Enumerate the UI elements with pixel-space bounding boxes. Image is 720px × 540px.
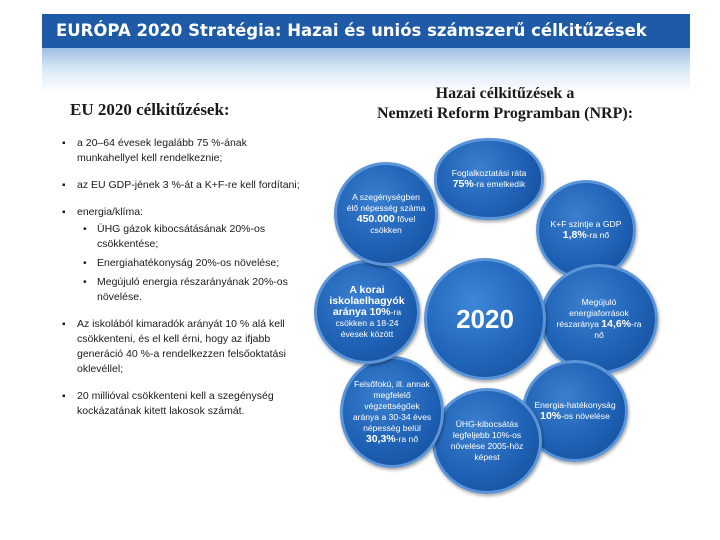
eu-goal-poverty: ▪ 20 millióval csökkenteni kell a szegénység kockázatának kitett lakosok számát. xyxy=(62,389,304,419)
nrp-goals-diagram xyxy=(300,138,660,498)
ghg-goal-circle: ÜHG-kibocsátás legfeljebb 10%-os növelése 2005-höz képest xyxy=(432,388,542,494)
page-title: EURÓPA 2020 Stratégia: Hazai és uniós számszerű célkitűzések xyxy=(56,21,647,40)
eu-goal-rnd: ▪ az EU GDP-jének 3 %-át a K+F-re kell fordítani; xyxy=(62,178,304,193)
national-goals-heading xyxy=(350,84,660,124)
employment-goal-circle: Foglalkoztatási ráta 75%-ra emelkedik xyxy=(434,138,544,220)
eu-goal-education: ▪ Az iskolából kimaradók arányát 10 % alá kell csökkenteni, és el kell érni, hogy az ifjabb generáció 40 %-a rendelkezzen felsőoktatási oklevéllel; xyxy=(62,317,304,377)
eu-goals-list xyxy=(62,136,304,431)
national-goals-heading-line2: Nemzeti Reform Programban (NRP): xyxy=(376,105,634,122)
poverty-goal-circle: A szegénységben élő népesség száma 450.000 fővel csökken xyxy=(334,162,438,266)
energy-subitem-ghg: • ÜHG gázok kibocsátásának 20%-os csökkentése; xyxy=(77,222,304,252)
year-2020-center-circle xyxy=(424,258,546,380)
eu-goal-employment: ▪ a 20–64 évesek legalább 75 %-ának munkahellyel kell rendelkeznie; xyxy=(62,136,304,166)
renewable-goal-circle: Megújuló energiaforrások részaránya 14,6%-ra nő xyxy=(540,264,658,374)
energy-subitem-efficiency: • Energiahatékonyság 20%-os növelése; xyxy=(77,256,304,271)
national-goals-heading-line1: Hazai célkitűzések a xyxy=(435,85,575,102)
efficiency-goal-circle: Energia-hatékonyság 10%-os növelése xyxy=(522,360,628,462)
rnd-goal-circle: K+F szintje a GDP 1,8%-ra nő xyxy=(536,180,636,280)
early-school-leavers-goal-circle: A korai iskolaelhagyók aránya 10%-ra csökken a 18-24 évesek között xyxy=(314,260,420,364)
energy-subitem-renewable: • Megújuló energia részarányának 20%-os növelése. xyxy=(77,275,304,305)
page-title-banner xyxy=(42,14,690,48)
eu-goals-heading: EU 2020 célkitűzések: xyxy=(70,100,230,119)
tertiary-education-goal-circle: Felsőfokú, ill. annak megfelelő végzettségűek aránya a 30-34 éves népesség belül 30,3%-ra nő xyxy=(340,356,444,468)
eu-goal-energy-climate xyxy=(62,205,304,305)
eu-goal-energy-climate-label: energia/klíma: xyxy=(77,206,143,218)
energy-climate-sublist xyxy=(77,222,304,305)
center-year-label: 2020 xyxy=(456,304,514,334)
